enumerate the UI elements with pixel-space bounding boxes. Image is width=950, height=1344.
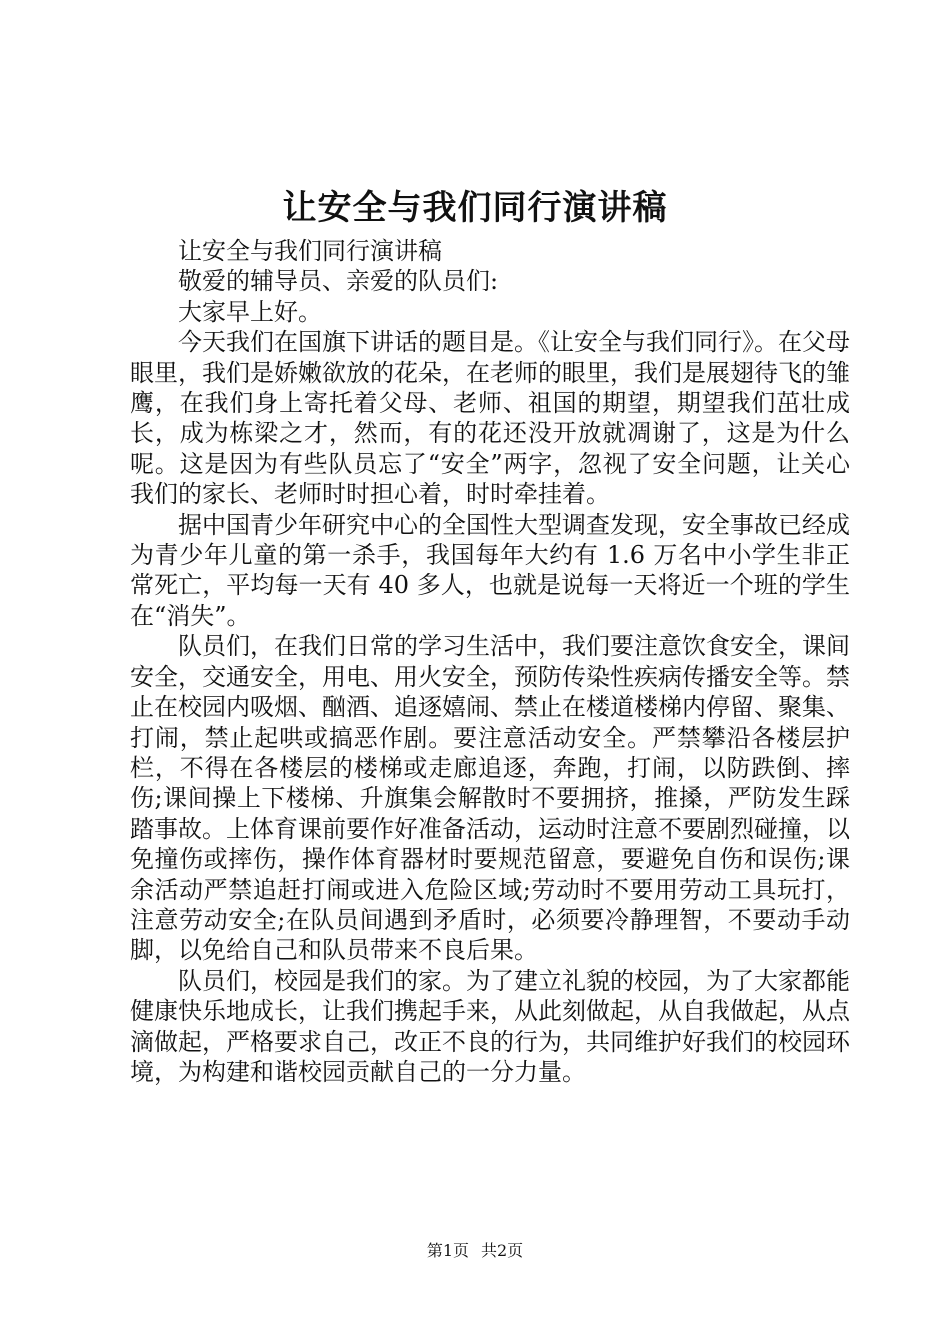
body-paragraph: 今天我们在国旗下讲话的题目是。《让安全与我们同行》。在父母眼里，我们是娇嫩欲放的花朵，在老师的眼里，我们是展翅待飞的雏鹰，在我们身上寄托着父母、老师、祖国的期望，期望我们茁壮成长，成为栋梁之才，然而，有的花还没开放就凋谢了，这是为什么呢。这是因为有些队员忘了“安全”两字，忽视了安全问题，让关心我们的家长、老师时时担心着，时时牵挂着。: [130, 328, 850, 509]
page-footer: [0, 1240, 950, 1262]
body-paragraph: 大家早上好。: [178, 297, 322, 326]
document-title: 让安全与我们同行演讲稿: [282, 188, 668, 228]
body-paragraph: 队员们，校园是我们的家。为了建立礼貌的校园，为了大家都能健康快乐地成长，让我们携起手来，从此刻做起，从自我做起，从点滴做起，严格要求自己，改正不良的行为，共同维护好我们的校园环境，为构建和谐校园贡献自己的一分力量。: [130, 966, 850, 1086]
body-paragraph: 敬爱的辅导员、亲爱的队员们:: [178, 267, 499, 296]
body-paragraph: 据中国青少年研究中心的全国性大型调查发现，安全事故已经成为青少年儿童的第一杀手，我国每年大约有 1.6 万名中小学生非正常死亡，平均每一天有 40 多人，也就是说每一天将近一个班的学生在“消失”。: [130, 510, 850, 630]
document-body: [130, 236, 850, 1087]
page-total: 共2页: [481, 1241, 524, 1260]
page-number: 第1页: [426, 1241, 469, 1260]
body-paragraph: 让安全与我们同行演讲稿: [178, 237, 442, 265]
body-paragraph: 队员们，在我们日常的学习生活中，我们要注意饮食安全，课间安全，交通安全，用电、用火安全，预防传染性疾病传播安全等。禁止在校园内吸烟、酗酒、追逐嬉闹、禁止在楼道楼梯内停留、聚集、打闹，禁止起哄或搞恶作剧。要注意活动安全。严禁攀沿各楼层护栏，不得在各楼层的楼梯或走廊追逐，奔跑，打闹，以防跌倒、摔伤;课间操上下楼梯、升旗集会解散时不要拥挤，推搡，严防发生踩踏事故。上体育课前要作好准备活动，运动时注意不要剧烈碰撞，以免撞伤或摔伤，操作体育器材时要规范留意，要避免自伤和误伤;课余活动严禁追赶打闹或进入危险区域;劳动时不要用劳动工具玩打，注意劳动安全;在队员间遇到矛盾时，必须要冷静理智，不要动手动脚，以免给自己和队员带来不良后果。: [130, 632, 850, 965]
